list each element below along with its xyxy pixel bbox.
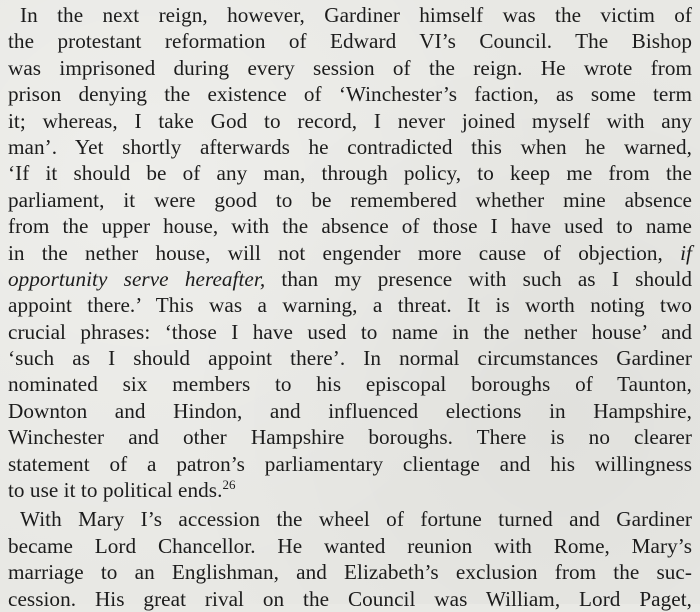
text-line: In the next reign, however, Gardiner himself was the victim of <box>20 3 692 27</box>
text-line: Downton and Hindon, and influenced elections in Hampshire, <box>8 398 692 423</box>
text-line: was imprisoned during every session of the reign. He wrote from <box>8 55 692 80</box>
text-line: became Lord Chancellor. He wanted reunion with Rome, Mary’s <box>8 533 692 558</box>
text-line: it; whereas, I take God to record, I never joined myself with any <box>8 108 692 133</box>
text-segment: in the nether house, will not engender more cause of objection, <box>8 240 663 265</box>
italic-text: opportunity serve hereafter, <box>8 266 266 291</box>
text-line: statement of a patron’s parliamentary clientage and his willingness <box>8 451 692 476</box>
paragraph-1 <box>8 2 692 503</box>
text-line: Winchester and other Hampshire boroughs. There is no clearer <box>8 425 692 450</box>
text-line: prison denying the existence of ‘Winchester’s faction, as some term <box>8 82 692 107</box>
text-line: man’. Yet shortly afterwards he contradicted this when he warned, <box>8 134 692 159</box>
text-line: parliament, it were good to be remembered whether mine absence <box>8 187 692 212</box>
italic-text: if <box>680 240 692 265</box>
text-line-last <box>8 477 692 503</box>
text-line: ‘If it should be of any man, through policy, to keep me from the <box>8 161 692 186</box>
text-line: ‘such as I should appoint there’. In normal circumstances Gardiner <box>8 346 692 371</box>
text-line: appoint there.’ This was a warning, a threat. It is worth noting two <box>8 293 692 318</box>
paragraph-2 <box>8 506 692 612</box>
text-line-with-italic-start <box>8 266 692 292</box>
text-line: the protestant reformation of Edward VI’s Council. The Bishop <box>8 29 692 54</box>
text-line: With Mary I’s accession the wheel of fortune turned and Gardiner <box>20 507 692 532</box>
text-line: nominated six members to his episcopal boroughs of Taunton, <box>8 372 692 397</box>
text-segment: to use it to political ends. <box>8 478 223 503</box>
footnote-marker: 26 <box>222 477 236 493</box>
text-line: marriage to an Englishman, and Elizabeth’s exclusion from the suc- <box>8 560 692 585</box>
document-text <box>8 2 692 612</box>
text-line-with-italic-end <box>8 240 692 266</box>
text-line: from the upper house, with the absence of those I have used to name <box>8 214 692 239</box>
text-segment: than my presence with such as I should <box>281 266 692 291</box>
text-line: crucial phrases: ‘those I have used to name in the nether house’ and <box>8 319 692 344</box>
text-line: cession. His great rival on the Council was William, Lord Paget, <box>8 586 692 611</box>
